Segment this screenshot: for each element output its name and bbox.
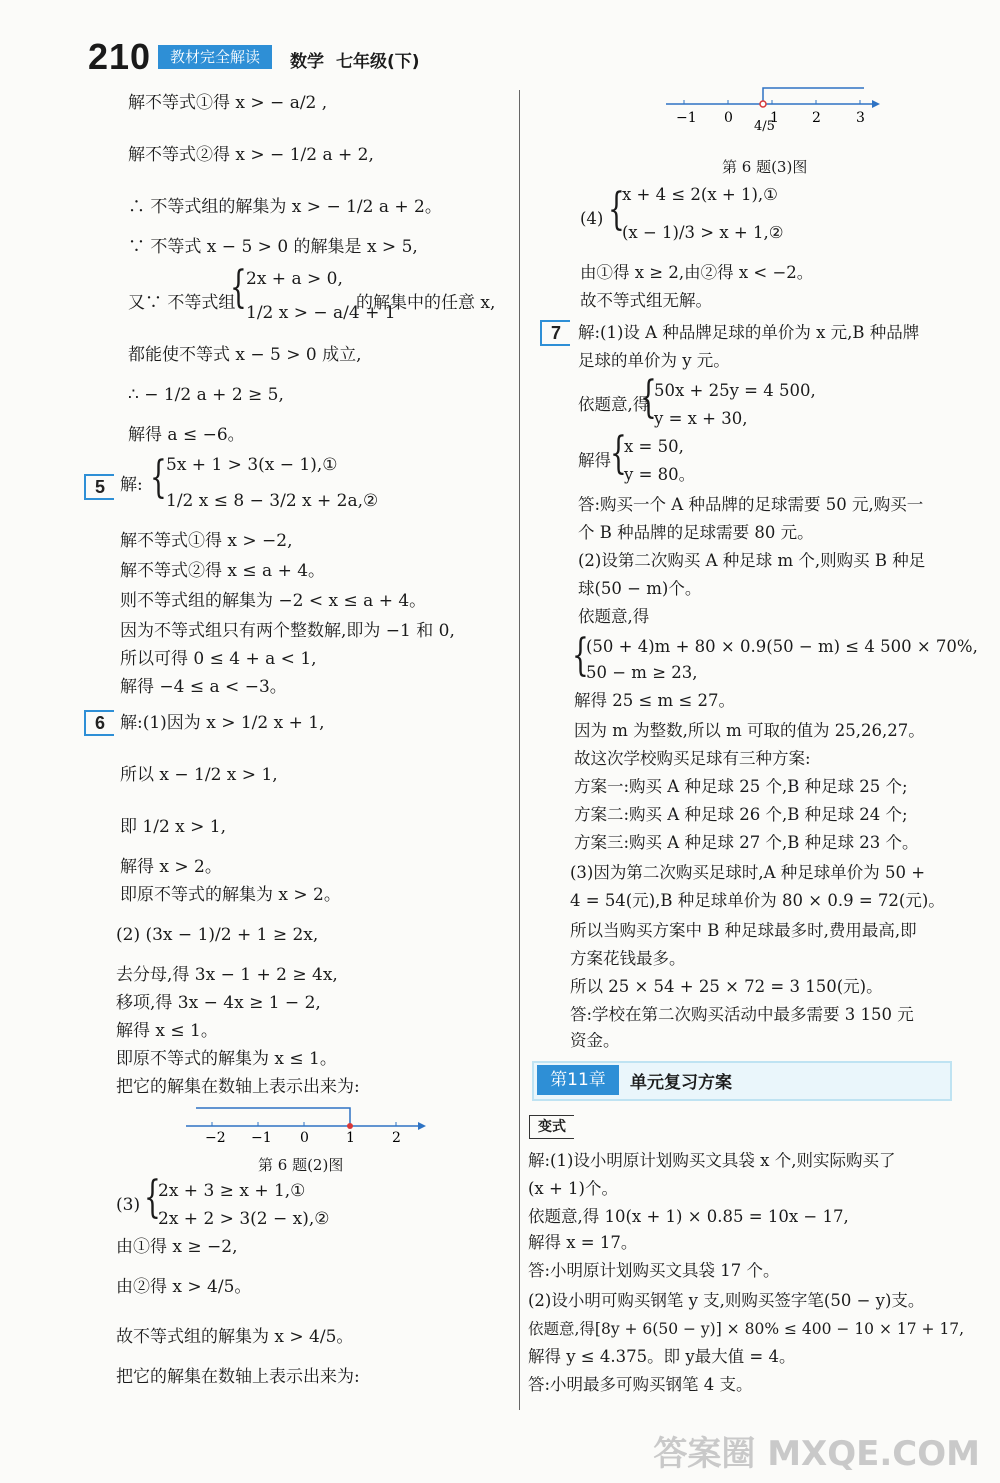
line: 5x + 1 > 3(x − 1),① bbox=[166, 455, 338, 475]
number-line-fig-6-3 bbox=[660, 82, 890, 152]
line: 50x + 25y = 4 500, bbox=[654, 381, 816, 400]
line: 去分母,得 3x − 1 + 2 ≥ 4x, bbox=[116, 965, 338, 985]
line: 依题意,得 10(x + 1) × 0.85 = 10x − 17, bbox=[528, 1207, 849, 1226]
brace: { bbox=[144, 1172, 161, 1223]
tick-label: 0 bbox=[724, 110, 733, 126]
brace: { bbox=[572, 630, 589, 681]
page-number: 210 bbox=[88, 36, 152, 77]
subject-label: 数学 bbox=[290, 52, 324, 72]
line: x = 50, bbox=[624, 437, 684, 456]
figure-caption: 第 6 题(3)图 bbox=[722, 158, 808, 176]
grade-label: 七年级(下) bbox=[336, 52, 420, 72]
line: 2x + a > 0, bbox=[246, 269, 343, 289]
line: 4 = 54(元),B 种足球单价为 80 × 0.9 = 72(元)。 bbox=[570, 891, 945, 910]
line: 球(50 − m)个。 bbox=[578, 579, 702, 598]
line: 由②得 x > 4/5。 bbox=[116, 1277, 252, 1297]
figure-caption: 第 6 题(2)图 bbox=[258, 1156, 344, 1174]
line: 即原不等式的解集为 x ≤ 1。 bbox=[116, 1049, 337, 1069]
line: 即 1/2 x > 1, bbox=[120, 817, 227, 837]
tick-label: 2 bbox=[392, 1130, 401, 1146]
line: ∴ 不等式组的解集为 x > − 1/2 a + 2。 bbox=[128, 197, 442, 217]
tick-label: 0 bbox=[300, 1130, 309, 1146]
number-line-fig-6-2 bbox=[180, 1100, 430, 1150]
line: ∵ 不等式 x − 5 > 0 的解集是 x > 5, bbox=[128, 237, 418, 257]
line: 又∵ 不等式组 bbox=[128, 293, 236, 313]
line: (2)设小明可购买钢笔 y 支,则购买签字笔(50 − y)支。 bbox=[528, 1291, 925, 1310]
line: y = 80。 bbox=[624, 465, 696, 484]
line: 故不等式组的解集为 x > 4/5。 bbox=[116, 1327, 354, 1347]
column-divider bbox=[519, 90, 520, 1410]
line: (x − 1)/3 > x + 1,② bbox=[622, 223, 784, 242]
line: 解得 y ≤ 4.375。即 y最大值 = 4。 bbox=[528, 1347, 796, 1366]
line: 故不等式组无解。 bbox=[580, 291, 712, 310]
tick-label: 3 bbox=[856, 110, 865, 126]
line: 解不等式②得 x ≤ a + 4。 bbox=[120, 561, 326, 581]
line: 资金。 bbox=[570, 1031, 620, 1050]
line: 故这次学校购买足球有三种方案: bbox=[574, 749, 811, 768]
line: 解不等式①得 x > −2, bbox=[120, 531, 293, 551]
line: 2x + 3 ≥ x + 1,① bbox=[158, 1181, 306, 1201]
line: 解得 bbox=[578, 451, 611, 470]
question-5-marker: 5 bbox=[84, 474, 114, 500]
line: 解得 x ≤ 1。 bbox=[116, 1021, 218, 1041]
line: 由①得 x ≥ 2,由②得 x < −2。 bbox=[580, 263, 814, 282]
tick-label: 1 bbox=[770, 110, 779, 126]
series-badge: 教材完全解读 bbox=[158, 45, 272, 69]
line: 方案三:购买 A 种足球 27 个,B 种足球 23 个。 bbox=[574, 833, 919, 852]
line: 把它的解集在数轴上表示出来为: bbox=[116, 1367, 360, 1387]
line: (3) bbox=[116, 1195, 141, 1215]
line: 答:学校在第二次购买活动中最多需要 3 150 元 bbox=[570, 1005, 914, 1024]
brace: { bbox=[640, 372, 657, 423]
brace: { bbox=[610, 428, 627, 479]
line: 解:(1)设 A 种品牌足球的单价为 x 元,B 种品牌 bbox=[578, 323, 920, 342]
brace: { bbox=[150, 452, 167, 503]
line: 方案二:购买 A 种足球 26 个,B 种足球 24 个; bbox=[574, 805, 908, 824]
line: 答:小明最多可购买钢笔 4 支。 bbox=[528, 1375, 753, 1394]
line: 依题意,得[8y + 6(50 − y)] × 80% ≤ 400 − 10 × 17 + 17, bbox=[528, 1320, 965, 1338]
line: 所以可得 0 ≤ 4 + a < 1, bbox=[120, 649, 317, 669]
line: 则不等式组的解集为 −2 < x ≤ a + 4。 bbox=[120, 591, 427, 611]
line: 个 B 种品牌的足球需要 80 元。 bbox=[578, 523, 814, 542]
line: 1/2 x ≤ 8 − 3/2 x + 2a,② bbox=[166, 491, 379, 511]
line: 2x + 2 > 3(2 − x),② bbox=[158, 1209, 330, 1229]
line: 解不等式②得 x > − 1/2 a + 2, bbox=[128, 145, 374, 165]
line: (3)因为第二次购买足球时,A 种足球单价为 50 + bbox=[570, 863, 926, 882]
line: ∴ − 1/2 a + 2 ≥ 5, bbox=[128, 385, 284, 405]
line: 解得 x > 2。 bbox=[120, 857, 222, 877]
line: 解得 x = 17。 bbox=[528, 1233, 638, 1252]
tick-label: 2 bbox=[812, 110, 821, 126]
line: 方案花钱最多。 bbox=[570, 949, 686, 968]
line: 足球的单价为 y 元。 bbox=[578, 351, 730, 370]
line: 把它的解集在数轴上表示出来为: bbox=[116, 1077, 360, 1097]
line: 都能使不等式 x − 5 > 0 成立, bbox=[128, 345, 362, 365]
tick-label: 1 bbox=[346, 1130, 355, 1146]
line: 依题意,得 bbox=[578, 395, 650, 414]
chapter-title: 单元复习方案 bbox=[630, 1073, 732, 1093]
line: 因为不等式组只有两个整数解,即为 −1 和 0, bbox=[120, 621, 455, 641]
line: (2)设第二次购买 A 种足球 m 个,则购买 B 种足 bbox=[578, 551, 926, 570]
line: 解:(1)因为 x > 1/2 x + 1, bbox=[120, 713, 325, 733]
watermark: 答案圈 MXQE.COM bbox=[653, 1434, 980, 1474]
line: 50 − m ≥ 23, bbox=[586, 663, 698, 682]
tick-label: 4/5 bbox=[754, 119, 775, 134]
line: 的解集中的任意 x, bbox=[356, 293, 496, 313]
line: 所以 25 × 54 + 25 × 72 = 3 150(元)。 bbox=[570, 977, 883, 996]
variant-tag: 变式 bbox=[529, 1115, 574, 1139]
question-6-marker: 6 bbox=[84, 710, 114, 736]
tick-label: −1 bbox=[251, 1130, 272, 1146]
line: 解得 −4 ≤ a < −3。 bbox=[120, 677, 287, 697]
line: 解:(1)设小明原计划购买文具袋 x 个,则实际购买了 bbox=[528, 1151, 896, 1170]
line: 所以 x − 1/2 x > 1, bbox=[120, 765, 278, 785]
brace: { bbox=[230, 262, 247, 313]
line: 解不等式①得 x > − a/2 , bbox=[128, 93, 328, 113]
line: (x + 1)个。 bbox=[528, 1179, 618, 1198]
tick-label: −2 bbox=[205, 1130, 226, 1146]
line: 即原不等式的解集为 x > 2。 bbox=[120, 885, 341, 905]
line: 1/2 x > − a/4 + 1 bbox=[246, 303, 396, 323]
line: 移项,得 3x − 4x ≥ 1 − 2, bbox=[116, 993, 321, 1013]
line: (50 + 4)m + 80 × 0.9(50 − m) ≤ 4 500 × 70%, bbox=[586, 637, 978, 656]
line: x + 4 ≤ 2(x + 1),① bbox=[622, 185, 778, 204]
line: 因为 m 为整数,所以 m 可取的值为 25,26,27。 bbox=[574, 721, 925, 740]
line: 解: bbox=[120, 475, 143, 495]
chapter-tag: 第11章 bbox=[537, 1065, 619, 1095]
line: 解得 a ≤ −6。 bbox=[128, 425, 245, 445]
brace: { bbox=[608, 184, 625, 235]
tick-label: −1 bbox=[676, 110, 697, 126]
line: y = x + 30, bbox=[654, 409, 748, 428]
line: 答:购买一个 A 种品牌的足球需要 50 元,购买一 bbox=[578, 495, 924, 514]
line: 依题意,得 bbox=[578, 607, 650, 626]
line: 解得 25 ≤ m ≤ 27。 bbox=[574, 691, 736, 710]
question-7-marker: 7 bbox=[540, 320, 570, 346]
line: (2) (3x − 1)/2 + 1 ≥ 2x, bbox=[116, 925, 319, 945]
line: 方案一:购买 A 种足球 25 个,B 种足球 25 个; bbox=[574, 777, 908, 796]
line: (4) bbox=[580, 209, 604, 228]
line: 所以当购买方案中 B 种足球最多时,费用最高,即 bbox=[570, 921, 917, 940]
line: 由①得 x ≥ −2, bbox=[116, 1237, 238, 1257]
line: 答:小明原计划购买文具袋 17 个。 bbox=[528, 1261, 780, 1280]
